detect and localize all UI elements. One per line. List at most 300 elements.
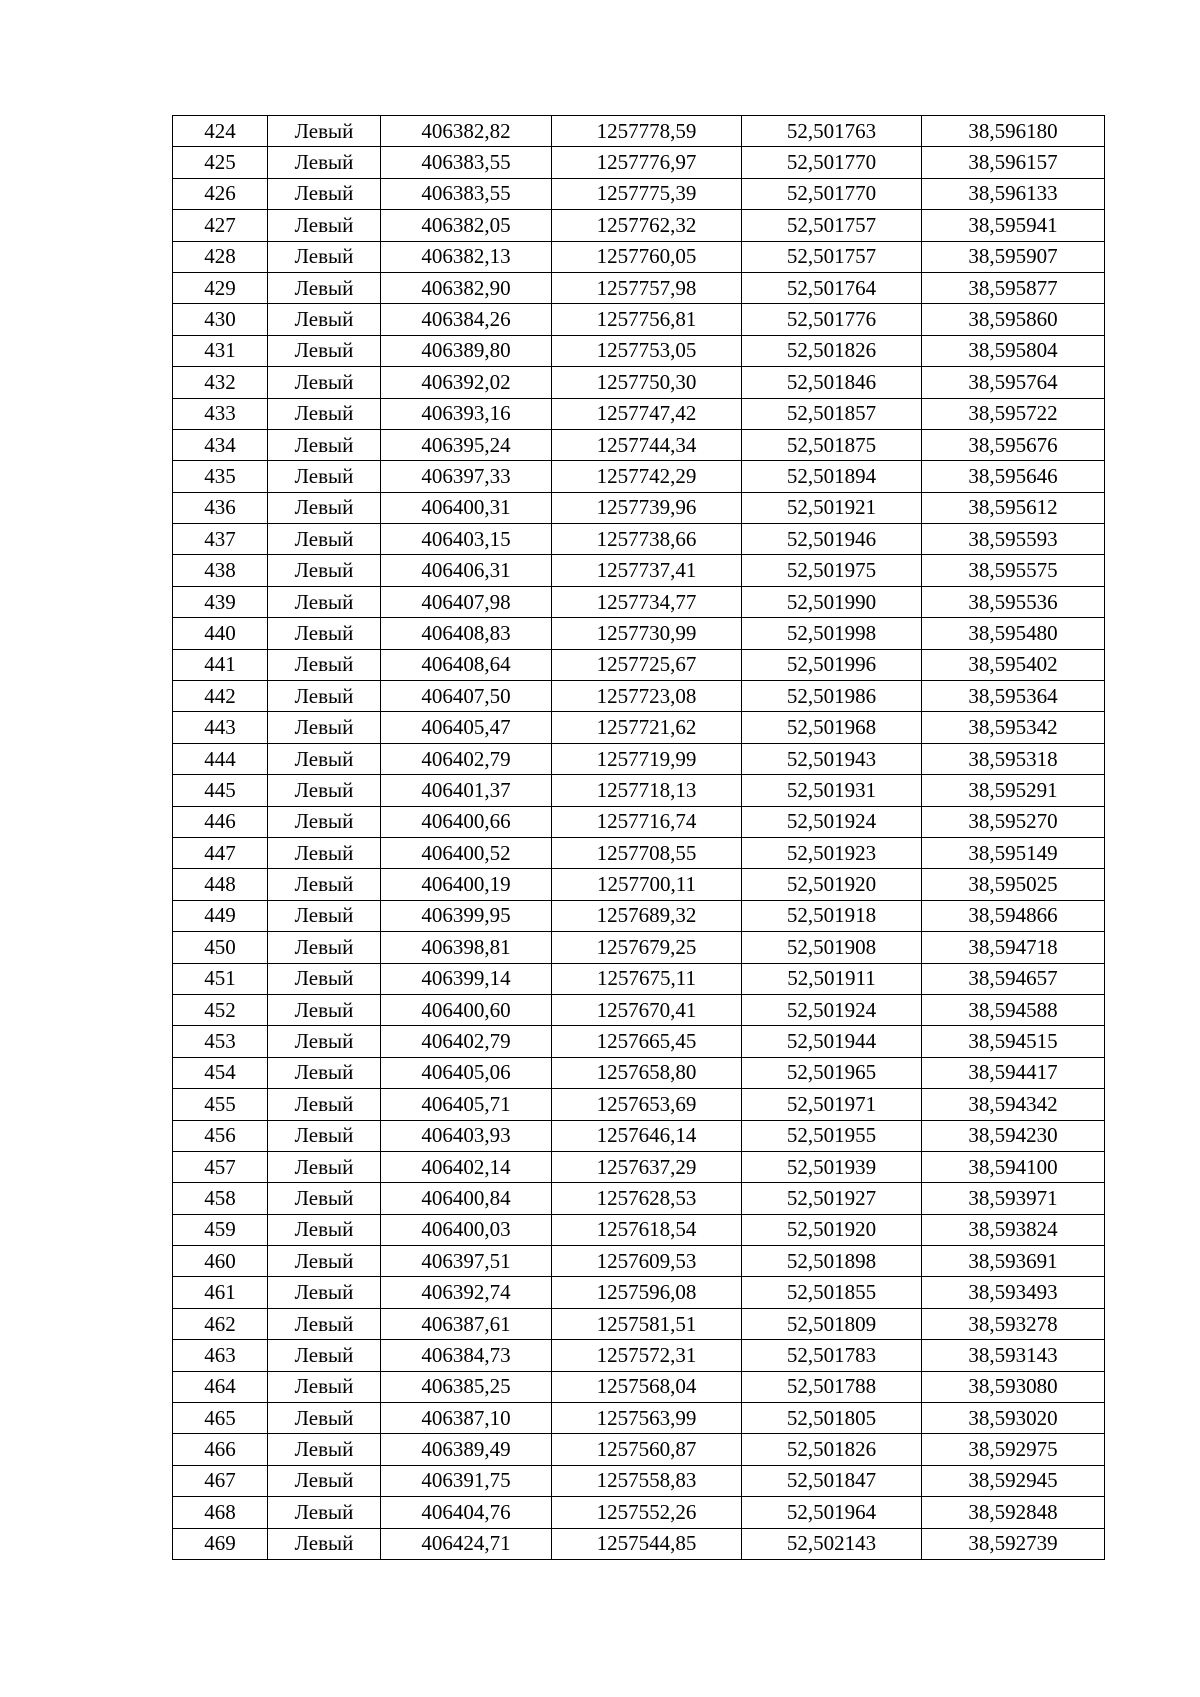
y-coordinate-cell: 1257738,66 — [552, 524, 742, 555]
longitude-cell: 38,595764 — [922, 367, 1105, 398]
table-row — [173, 806, 1105, 837]
longitude-cell: 38,595804 — [922, 335, 1105, 366]
table-row — [173, 837, 1105, 868]
side-cell: Левый — [268, 869, 381, 900]
side-cell: Левый — [268, 304, 381, 335]
point-number-cell: 432 — [173, 367, 268, 398]
latitude-cell: 52,501998 — [742, 618, 922, 649]
longitude-cell: 38,592945 — [922, 1465, 1105, 1496]
table-row — [173, 1246, 1105, 1277]
side-cell: Левый — [268, 1026, 381, 1057]
x-coordinate-cell: 406382,05 — [381, 210, 552, 241]
side-cell: Левый — [268, 1183, 381, 1214]
x-coordinate-cell: 406402,14 — [381, 1151, 552, 1182]
latitude-cell: 52,501924 — [742, 994, 922, 1025]
y-coordinate-cell: 1257609,53 — [552, 1246, 742, 1277]
longitude-cell: 38,595149 — [922, 837, 1105, 868]
y-coordinate-cell: 1257658,80 — [552, 1057, 742, 1088]
y-coordinate-cell: 1257665,45 — [552, 1026, 742, 1057]
latitude-cell: 52,501757 — [742, 210, 922, 241]
longitude-cell: 38,595676 — [922, 429, 1105, 460]
latitude-cell: 52,501927 — [742, 1183, 922, 1214]
point-number-cell: 424 — [173, 116, 268, 147]
longitude-cell: 38,593824 — [922, 1214, 1105, 1245]
table-row — [173, 398, 1105, 429]
latitude-cell: 52,501968 — [742, 712, 922, 743]
y-coordinate-cell: 1257675,11 — [552, 963, 742, 994]
y-coordinate-cell: 1257568,04 — [552, 1371, 742, 1402]
x-coordinate-cell: 406392,02 — [381, 367, 552, 398]
x-coordinate-cell: 406403,15 — [381, 524, 552, 555]
x-coordinate-cell: 406389,80 — [381, 335, 552, 366]
y-coordinate-cell: 1257747,42 — [552, 398, 742, 429]
table-row — [173, 335, 1105, 366]
point-number-cell: 441 — [173, 649, 268, 680]
point-number-cell: 467 — [173, 1465, 268, 1496]
y-coordinate-cell: 1257544,85 — [552, 1528, 742, 1559]
latitude-cell: 52,501763 — [742, 116, 922, 147]
longitude-cell: 38,593691 — [922, 1246, 1105, 1277]
side-cell: Левый — [268, 1214, 381, 1245]
longitude-cell: 38,595318 — [922, 743, 1105, 774]
table-row — [173, 1183, 1105, 1214]
x-coordinate-cell: 406405,47 — [381, 712, 552, 743]
side-cell: Левый — [268, 1151, 381, 1182]
table-row — [173, 1497, 1105, 1528]
side-cell: Левый — [268, 461, 381, 492]
table-row — [173, 116, 1105, 147]
x-coordinate-cell: 406407,98 — [381, 586, 552, 617]
point-number-cell: 463 — [173, 1340, 268, 1371]
x-coordinate-cell: 406403,93 — [381, 1120, 552, 1151]
side-cell: Левый — [268, 492, 381, 523]
latitude-cell: 52,501847 — [742, 1465, 922, 1496]
y-coordinate-cell: 1257689,32 — [552, 900, 742, 931]
point-number-cell: 427 — [173, 210, 268, 241]
latitude-cell: 52,501943 — [742, 743, 922, 774]
side-cell: Левый — [268, 963, 381, 994]
table-row — [173, 147, 1105, 178]
y-coordinate-cell: 1257753,05 — [552, 335, 742, 366]
side-cell: Левый — [268, 1403, 381, 1434]
point-number-cell: 454 — [173, 1057, 268, 1088]
y-coordinate-cell: 1257708,55 — [552, 837, 742, 868]
longitude-cell: 38,595536 — [922, 586, 1105, 617]
point-number-cell: 469 — [173, 1528, 268, 1559]
point-number-cell: 440 — [173, 618, 268, 649]
x-coordinate-cell: 406397,51 — [381, 1246, 552, 1277]
longitude-cell: 38,593020 — [922, 1403, 1105, 1434]
table-row — [173, 1120, 1105, 1151]
y-coordinate-cell: 1257730,99 — [552, 618, 742, 649]
latitude-cell: 52,501918 — [742, 900, 922, 931]
table-row — [173, 900, 1105, 931]
x-coordinate-cell: 406405,71 — [381, 1089, 552, 1120]
longitude-cell: 38,594588 — [922, 994, 1105, 1025]
point-number-cell: 437 — [173, 524, 268, 555]
y-coordinate-cell: 1257760,05 — [552, 241, 742, 272]
point-number-cell: 442 — [173, 681, 268, 712]
point-number-cell: 438 — [173, 555, 268, 586]
point-number-cell: 453 — [173, 1026, 268, 1057]
y-coordinate-cell: 1257762,32 — [552, 210, 742, 241]
longitude-cell: 38,595291 — [922, 775, 1105, 806]
x-coordinate-cell: 406404,76 — [381, 1497, 552, 1528]
y-coordinate-cell: 1257563,99 — [552, 1403, 742, 1434]
x-coordinate-cell: 406387,10 — [381, 1403, 552, 1434]
side-cell: Левый — [268, 618, 381, 649]
y-coordinate-cell: 1257744,34 — [552, 429, 742, 460]
side-cell: Левый — [268, 335, 381, 366]
latitude-cell: 52,501944 — [742, 1026, 922, 1057]
x-coordinate-cell: 406400,03 — [381, 1214, 552, 1245]
x-coordinate-cell: 406398,81 — [381, 932, 552, 963]
table-row — [173, 1057, 1105, 1088]
table-row — [173, 1340, 1105, 1371]
x-coordinate-cell: 406408,64 — [381, 649, 552, 680]
point-number-cell: 448 — [173, 869, 268, 900]
longitude-cell: 38,595364 — [922, 681, 1105, 712]
longitude-cell: 38,596133 — [922, 178, 1105, 209]
latitude-cell: 52,501826 — [742, 335, 922, 366]
x-coordinate-cell: 406402,79 — [381, 1026, 552, 1057]
longitude-cell: 38,595575 — [922, 555, 1105, 586]
point-number-cell: 468 — [173, 1497, 268, 1528]
longitude-cell: 38,594866 — [922, 900, 1105, 931]
table-row — [173, 869, 1105, 900]
side-cell: Левый — [268, 210, 381, 241]
y-coordinate-cell: 1257646,14 — [552, 1120, 742, 1151]
table-row — [173, 1089, 1105, 1120]
y-coordinate-cell: 1257628,53 — [552, 1183, 742, 1214]
longitude-cell: 38,593278 — [922, 1308, 1105, 1339]
side-cell: Левый — [268, 712, 381, 743]
latitude-cell: 52,501770 — [742, 178, 922, 209]
table-row — [173, 210, 1105, 241]
x-coordinate-cell: 406402,79 — [381, 743, 552, 774]
point-number-cell: 444 — [173, 743, 268, 774]
x-coordinate-cell: 406408,83 — [381, 618, 552, 649]
table-row — [173, 1308, 1105, 1339]
x-coordinate-cell: 406399,95 — [381, 900, 552, 931]
latitude-cell: 52,501757 — [742, 241, 922, 272]
latitude-cell: 52,501875 — [742, 429, 922, 460]
latitude-cell: 52,501946 — [742, 524, 922, 555]
point-number-cell: 436 — [173, 492, 268, 523]
x-coordinate-cell: 406400,19 — [381, 869, 552, 900]
table-row — [173, 1434, 1105, 1465]
side-cell: Левый — [268, 429, 381, 460]
side-cell: Левый — [268, 1120, 381, 1151]
longitude-cell: 38,595270 — [922, 806, 1105, 837]
longitude-cell: 38,595342 — [922, 712, 1105, 743]
side-cell: Левый — [268, 147, 381, 178]
y-coordinate-cell: 1257618,54 — [552, 1214, 742, 1245]
table-row — [173, 461, 1105, 492]
side-cell: Левый — [268, 1277, 381, 1308]
latitude-cell: 52,501911 — [742, 963, 922, 994]
latitude-cell: 52,501921 — [742, 492, 922, 523]
longitude-cell: 38,595025 — [922, 869, 1105, 900]
latitude-cell: 52,501923 — [742, 837, 922, 868]
x-coordinate-cell: 406382,13 — [381, 241, 552, 272]
latitude-cell: 52,501924 — [742, 806, 922, 837]
y-coordinate-cell: 1257719,99 — [552, 743, 742, 774]
point-number-cell: 455 — [173, 1089, 268, 1120]
x-coordinate-cell: 406384,26 — [381, 304, 552, 335]
y-coordinate-cell: 1257723,08 — [552, 681, 742, 712]
table-row — [173, 1026, 1105, 1057]
point-number-cell: 435 — [173, 461, 268, 492]
table-row — [173, 178, 1105, 209]
point-number-cell: 434 — [173, 429, 268, 460]
longitude-cell: 38,592848 — [922, 1497, 1105, 1528]
point-number-cell: 451 — [173, 963, 268, 994]
table-row — [173, 775, 1105, 806]
side-cell: Левый — [268, 116, 381, 147]
y-coordinate-cell: 1257572,31 — [552, 1340, 742, 1371]
latitude-cell: 52,501964 — [742, 1497, 922, 1528]
latitude-cell: 52,501939 — [742, 1151, 922, 1182]
x-coordinate-cell: 406383,55 — [381, 178, 552, 209]
longitude-cell: 38,595860 — [922, 304, 1105, 335]
side-cell: Левый — [268, 806, 381, 837]
table-row — [173, 681, 1105, 712]
longitude-cell: 38,594230 — [922, 1120, 1105, 1151]
y-coordinate-cell: 1257679,25 — [552, 932, 742, 963]
table-row — [173, 1277, 1105, 1308]
longitude-cell: 38,595612 — [922, 492, 1105, 523]
y-coordinate-cell: 1257776,97 — [552, 147, 742, 178]
side-cell: Левый — [268, 681, 381, 712]
longitude-cell: 38,593143 — [922, 1340, 1105, 1371]
x-coordinate-cell: 406382,82 — [381, 116, 552, 147]
y-coordinate-cell: 1257552,26 — [552, 1497, 742, 1528]
x-coordinate-cell: 406406,31 — [381, 555, 552, 586]
x-coordinate-cell: 406385,25 — [381, 1371, 552, 1402]
side-cell: Левый — [268, 1308, 381, 1339]
y-coordinate-cell: 1257725,67 — [552, 649, 742, 680]
latitude-cell: 52,501846 — [742, 367, 922, 398]
latitude-cell: 52,501920 — [742, 1214, 922, 1245]
latitude-cell: 52,501855 — [742, 1277, 922, 1308]
latitude-cell: 52,501996 — [742, 649, 922, 680]
longitude-cell: 38,595480 — [922, 618, 1105, 649]
side-cell: Левый — [268, 837, 381, 868]
table-row — [173, 1371, 1105, 1402]
table-row — [173, 1214, 1105, 1245]
x-coordinate-cell: 406400,31 — [381, 492, 552, 523]
table-row — [173, 618, 1105, 649]
latitude-cell: 52,501764 — [742, 272, 922, 303]
y-coordinate-cell: 1257560,87 — [552, 1434, 742, 1465]
coordinates-table — [172, 115, 1105, 1560]
side-cell: Левый — [268, 178, 381, 209]
point-number-cell: 433 — [173, 398, 268, 429]
longitude-cell: 38,592975 — [922, 1434, 1105, 1465]
table-row — [173, 932, 1105, 963]
point-number-cell: 443 — [173, 712, 268, 743]
table-row — [173, 712, 1105, 743]
latitude-cell: 52,501783 — [742, 1340, 922, 1371]
side-cell: Левый — [268, 1465, 381, 1496]
x-coordinate-cell: 406383,55 — [381, 147, 552, 178]
table-row — [173, 586, 1105, 617]
y-coordinate-cell: 1257737,41 — [552, 555, 742, 586]
longitude-cell: 38,594515 — [922, 1026, 1105, 1057]
latitude-cell: 52,501898 — [742, 1246, 922, 1277]
point-number-cell: 464 — [173, 1371, 268, 1402]
side-cell: Левый — [268, 1340, 381, 1371]
longitude-cell: 38,596180 — [922, 116, 1105, 147]
side-cell: Левый — [268, 586, 381, 617]
latitude-cell: 52,501975 — [742, 555, 922, 586]
longitude-cell: 38,596157 — [922, 147, 1105, 178]
latitude-cell: 52,501826 — [742, 1434, 922, 1465]
table-row — [173, 304, 1105, 335]
y-coordinate-cell: 1257670,41 — [552, 994, 742, 1025]
side-cell: Левый — [268, 398, 381, 429]
point-number-cell: 462 — [173, 1308, 268, 1339]
longitude-cell: 38,595722 — [922, 398, 1105, 429]
side-cell: Левый — [268, 272, 381, 303]
table-row — [173, 272, 1105, 303]
y-coordinate-cell: 1257756,81 — [552, 304, 742, 335]
point-number-cell: 466 — [173, 1434, 268, 1465]
side-cell: Левый — [268, 775, 381, 806]
y-coordinate-cell: 1257637,29 — [552, 1151, 742, 1182]
point-number-cell: 447 — [173, 837, 268, 868]
latitude-cell: 52,501857 — [742, 398, 922, 429]
longitude-cell: 38,595646 — [922, 461, 1105, 492]
table-row — [173, 241, 1105, 272]
x-coordinate-cell: 406391,75 — [381, 1465, 552, 1496]
x-coordinate-cell: 406400,84 — [381, 1183, 552, 1214]
side-cell: Левый — [268, 1434, 381, 1465]
point-number-cell: 460 — [173, 1246, 268, 1277]
point-number-cell: 429 — [173, 272, 268, 303]
y-coordinate-cell: 1257700,11 — [552, 869, 742, 900]
point-number-cell: 430 — [173, 304, 268, 335]
point-number-cell: 458 — [173, 1183, 268, 1214]
latitude-cell: 52,501776 — [742, 304, 922, 335]
latitude-cell: 52,501965 — [742, 1057, 922, 1088]
y-coordinate-cell: 1257653,69 — [552, 1089, 742, 1120]
side-cell: Левый — [268, 524, 381, 555]
point-number-cell: 449 — [173, 900, 268, 931]
side-cell: Левый — [268, 1497, 381, 1528]
longitude-cell: 38,593971 — [922, 1183, 1105, 1214]
longitude-cell: 38,595877 — [922, 272, 1105, 303]
x-coordinate-cell: 406400,60 — [381, 994, 552, 1025]
point-number-cell: 439 — [173, 586, 268, 617]
point-number-cell: 461 — [173, 1277, 268, 1308]
longitude-cell: 38,593080 — [922, 1371, 1105, 1402]
side-cell: Левый — [268, 555, 381, 586]
longitude-cell: 38,594657 — [922, 963, 1105, 994]
y-coordinate-cell: 1257721,62 — [552, 712, 742, 743]
x-coordinate-cell: 406400,66 — [381, 806, 552, 837]
x-coordinate-cell: 406393,16 — [381, 398, 552, 429]
point-number-cell: 428 — [173, 241, 268, 272]
point-number-cell: 445 — [173, 775, 268, 806]
y-coordinate-cell: 1257716,74 — [552, 806, 742, 837]
latitude-cell: 52,501920 — [742, 869, 922, 900]
x-coordinate-cell: 406397,33 — [381, 461, 552, 492]
y-coordinate-cell: 1257739,96 — [552, 492, 742, 523]
x-coordinate-cell: 406399,14 — [381, 963, 552, 994]
side-cell: Левый — [268, 367, 381, 398]
latitude-cell: 52,501990 — [742, 586, 922, 617]
longitude-cell: 38,594342 — [922, 1089, 1105, 1120]
table-row — [173, 492, 1105, 523]
table-row — [173, 743, 1105, 774]
longitude-cell: 38,594417 — [922, 1057, 1105, 1088]
point-number-cell: 452 — [173, 994, 268, 1025]
point-number-cell: 431 — [173, 335, 268, 366]
y-coordinate-cell: 1257757,98 — [552, 272, 742, 303]
x-coordinate-cell: 406407,50 — [381, 681, 552, 712]
point-number-cell: 456 — [173, 1120, 268, 1151]
side-cell: Левый — [268, 1089, 381, 1120]
table-row — [173, 1528, 1105, 1559]
point-number-cell: 425 — [173, 147, 268, 178]
point-number-cell: 450 — [173, 932, 268, 963]
x-coordinate-cell: 406382,90 — [381, 272, 552, 303]
side-cell: Левый — [268, 241, 381, 272]
x-coordinate-cell: 406400,52 — [381, 837, 552, 868]
y-coordinate-cell: 1257775,39 — [552, 178, 742, 209]
longitude-cell: 38,594100 — [922, 1151, 1105, 1182]
latitude-cell: 52,501809 — [742, 1308, 922, 1339]
latitude-cell: 52,501770 — [742, 147, 922, 178]
x-coordinate-cell: 406424,71 — [381, 1528, 552, 1559]
table-row — [173, 1403, 1105, 1434]
y-coordinate-cell: 1257581,51 — [552, 1308, 742, 1339]
x-coordinate-cell: 406389,49 — [381, 1434, 552, 1465]
side-cell: Левый — [268, 743, 381, 774]
side-cell: Левый — [268, 900, 381, 931]
side-cell: Левый — [268, 994, 381, 1025]
point-number-cell: 457 — [173, 1151, 268, 1182]
latitude-cell: 52,501931 — [742, 775, 922, 806]
table-row — [173, 649, 1105, 680]
y-coordinate-cell: 1257778,59 — [552, 116, 742, 147]
y-coordinate-cell: 1257718,13 — [552, 775, 742, 806]
y-coordinate-cell: 1257734,77 — [552, 586, 742, 617]
longitude-cell: 38,595593 — [922, 524, 1105, 555]
point-number-cell: 465 — [173, 1403, 268, 1434]
longitude-cell: 38,594718 — [922, 932, 1105, 963]
side-cell: Левый — [268, 932, 381, 963]
side-cell: Левый — [268, 1246, 381, 1277]
latitude-cell: 52,501788 — [742, 1371, 922, 1402]
side-cell: Левый — [268, 1057, 381, 1088]
table-row — [173, 524, 1105, 555]
point-number-cell: 459 — [173, 1214, 268, 1245]
x-coordinate-cell: 406405,06 — [381, 1057, 552, 1088]
table-row — [173, 1465, 1105, 1496]
latitude-cell: 52,501971 — [742, 1089, 922, 1120]
latitude-cell: 52,501894 — [742, 461, 922, 492]
latitude-cell: 52,501955 — [742, 1120, 922, 1151]
y-coordinate-cell: 1257558,83 — [552, 1465, 742, 1496]
y-coordinate-cell: 1257742,29 — [552, 461, 742, 492]
longitude-cell: 38,592739 — [922, 1528, 1105, 1559]
side-cell: Левый — [268, 649, 381, 680]
longitude-cell: 38,595941 — [922, 210, 1105, 241]
side-cell: Левый — [268, 1528, 381, 1559]
